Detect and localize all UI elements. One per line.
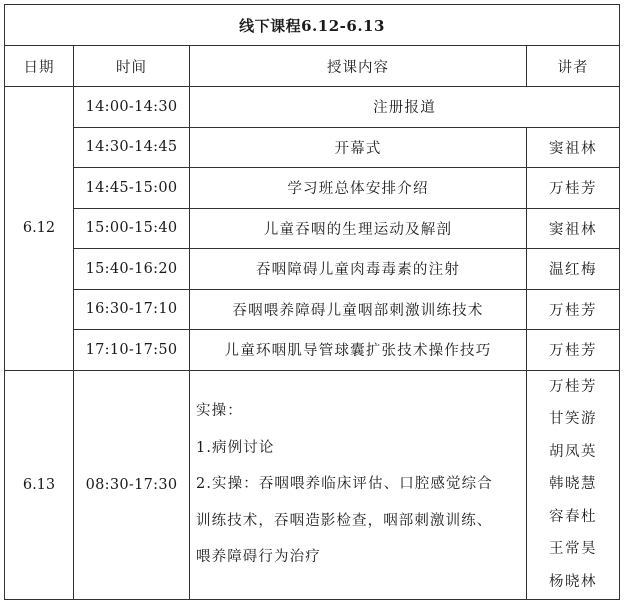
session-content: 注册报道 xyxy=(190,87,620,128)
practice-line: 2.实操：吞咽喂养临床评估、口腔感觉综合 xyxy=(196,476,493,493)
table-row xyxy=(5,87,620,128)
session-content: 儿童吞咽的生理运动及解剖 xyxy=(190,208,527,249)
header-content: 授课内容 xyxy=(190,46,527,87)
speaker-name: 甘笑游 xyxy=(549,411,598,428)
table-row xyxy=(5,168,620,209)
speaker-name: 万桂芳 xyxy=(549,378,598,395)
session-time: 14:30-14:45 xyxy=(74,127,190,168)
table-row xyxy=(5,370,620,599)
header-speaker: 讲者 xyxy=(527,46,620,87)
table-row xyxy=(5,208,620,249)
practice-line: 喂养障碍行为治疗 xyxy=(196,549,321,566)
session-speaker: 万桂芳 xyxy=(527,168,620,209)
session-time: 16:30-17:10 xyxy=(74,289,190,330)
header-date: 日期 xyxy=(5,46,74,87)
header-time: 时间 xyxy=(74,46,190,87)
speaker-name: 胡凤英 xyxy=(549,443,598,460)
table-row xyxy=(5,330,620,371)
session-speaker: 窦祖林 xyxy=(527,208,620,249)
practice-speakers xyxy=(527,370,620,599)
header-row xyxy=(5,46,620,87)
speaker-name: 王常昊 xyxy=(549,541,598,558)
table-row xyxy=(5,289,620,330)
session-speaker: 窦祖林 xyxy=(527,127,620,168)
day1-date: 6.12 xyxy=(5,87,74,371)
session-speaker: 万桂芳 xyxy=(527,289,620,330)
session-content: 学习班总体安排介绍 xyxy=(190,168,527,209)
speaker-name: 容春杜 xyxy=(549,508,598,525)
schedule-table xyxy=(4,4,620,600)
session-content: 开幕式 xyxy=(190,127,527,168)
session-time: 08:30-17:30 xyxy=(74,370,190,599)
session-time: 14:45-15:00 xyxy=(74,168,190,209)
practice-line: 1.病例讨论 xyxy=(196,439,275,456)
session-speaker: 万桂芳 xyxy=(527,330,620,371)
practice-line: 训练技术，吞咽造影检查，咽部刺激训练、 xyxy=(196,512,493,529)
session-time: 14:00-14:30 xyxy=(74,87,190,128)
day2-date: 6.13 xyxy=(5,370,74,599)
table-row xyxy=(5,127,620,168)
practice-content xyxy=(190,370,527,599)
table-title: 线下课程6.12-6.13 xyxy=(5,5,620,46)
session-time: 15:40-16:20 xyxy=(74,249,190,290)
session-time: 15:00-15:40 xyxy=(74,208,190,249)
practice-line: 实操： xyxy=(196,403,243,420)
speaker-name: 韩晓慧 xyxy=(549,476,598,493)
session-content: 吞咽障碍儿童肉毒毒素的注射 xyxy=(190,249,527,290)
session-content: 吞咽喂养障碍儿童咽部刺激训练技术 xyxy=(190,289,527,330)
session-speaker: 温红梅 xyxy=(527,249,620,290)
table-row xyxy=(5,249,620,290)
session-time: 17:10-17:50 xyxy=(74,330,190,371)
speaker-name: 杨晓林 xyxy=(549,573,598,590)
session-content: 儿童环咽肌导管球囊扩张技术操作技巧 xyxy=(190,330,527,371)
